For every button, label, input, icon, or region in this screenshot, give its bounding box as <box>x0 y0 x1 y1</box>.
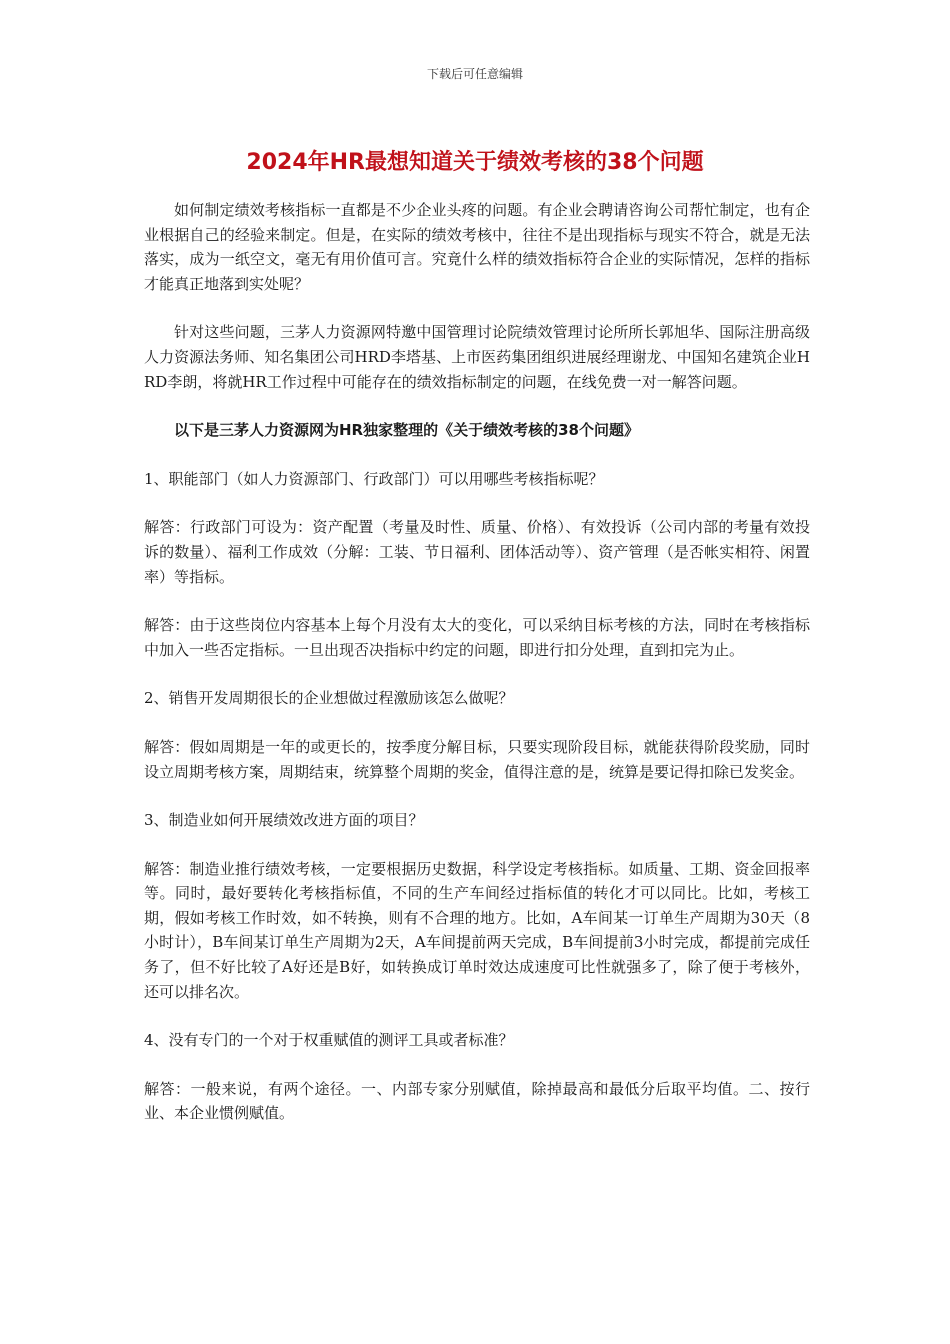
question: 2、销售开发周期很长的企业想做过程激励该怎么做呢？ <box>144 689 514 708</box>
section-subtitle: 以下是三茅人力资源网为HR独家整理的《关于绩效考核的38个问题》 <box>174 421 639 440</box>
answer: 解答：制造业推行绩效考核，一定要根据历史数据，科学设定考核指标。如质量、工期、资金回报率等。同时，最好要转化考核指标值，不同的生产车间经过指标值的转化才可以同比。比如，考核工期，假如考核工作时效，如不转换，则有不合理的地方。比如，A车间某一订单生产周期为30天（8小时计），B车间某订单生产周期为2天，A车间提前两天完成，B车间提前3小时完成，都提前完成任务了，但不好比较了A好还是B好，如转换成订单时效达成速度可比性就强多了，除了便于考核外，还可以排名次。 <box>144 859 810 1001</box>
intro-paragraph: 如何制定绩效考核指标一直都是不少企业头疼的问题。有企业会聘请咨询公司帮忙制定，也有企业根据自己的经验来制定。但是，在实际的绩效考核中，往往不是出现指标与现实不符合，就是无法落实，成为一纸空文，毫无有用价值可言。究竟什么样的绩效指标符合企业的实际情况，怎样的指标才能真正地落到实处呢？ <box>144 201 810 293</box>
question: 3、制造业如何开展绩效改进方面的项目？ <box>144 811 424 830</box>
answer: 解答：行政部门可设为：资产配置（考量及时性、质量、价格）、有效投诉（公司内部的考量有效投诉的数量）、福利工作成效（分解：工装、节日福利、团体活动等）、资产管理（是否帐实相符、闲置率）等指标。 <box>144 518 810 586</box>
question: 1、职能部门（如人力资源部门、行政部门）可以用哪些考核指标呢？ <box>144 469 604 488</box>
intro-paragraph: 针对这些问题，三茅人力资源网特邀中国管理讨论院绩效管理讨论所所长郭旭华、国际注册高级人力资源法务师、知名集团公司HRD李塔基、上市医药集团组织进展经理谢龙、中国知名建筑企业HRD李朗，将就HR工作过程中可能存在的绩效指标制定的问题，在线免费一对一解答问题。 <box>144 323 810 391</box>
document-title: 2024年HR最想知道关于绩效考核的38个问题 <box>246 150 704 175</box>
header-note: 下载后可任意编辑 <box>426 67 523 81</box>
question: 4、没有专门的一个对于权重赋值的测评工具或者标准？ <box>144 1031 514 1050</box>
answer: 解答：一般来说，有两个途径。一、内部专家分别赋值，除掉最高和最低分后取平均值。二、按行业、本企业惯例赋值。 <box>144 1079 810 1123</box>
document-body <box>144 198 810 1126</box>
answer: 解答：由于这些岗位内容基本上每个月没有太大的变化，可以采纳目标考核的方法，同时在考核指标中加入一些否定指标。一旦出现否决指标中约定的问题，即进行扣分处理，直到扣完为止。 <box>144 616 810 659</box>
answer: 解答：假如周期是一年的或更长的，按季度分解目标，只要实现阶段目标，就能获得阶段奖励，同时设立周期考核方案，周期结束，统算整个周期的奖金，值得注意的是，统算是要记得扣除已发奖金。 <box>144 737 810 781</box>
